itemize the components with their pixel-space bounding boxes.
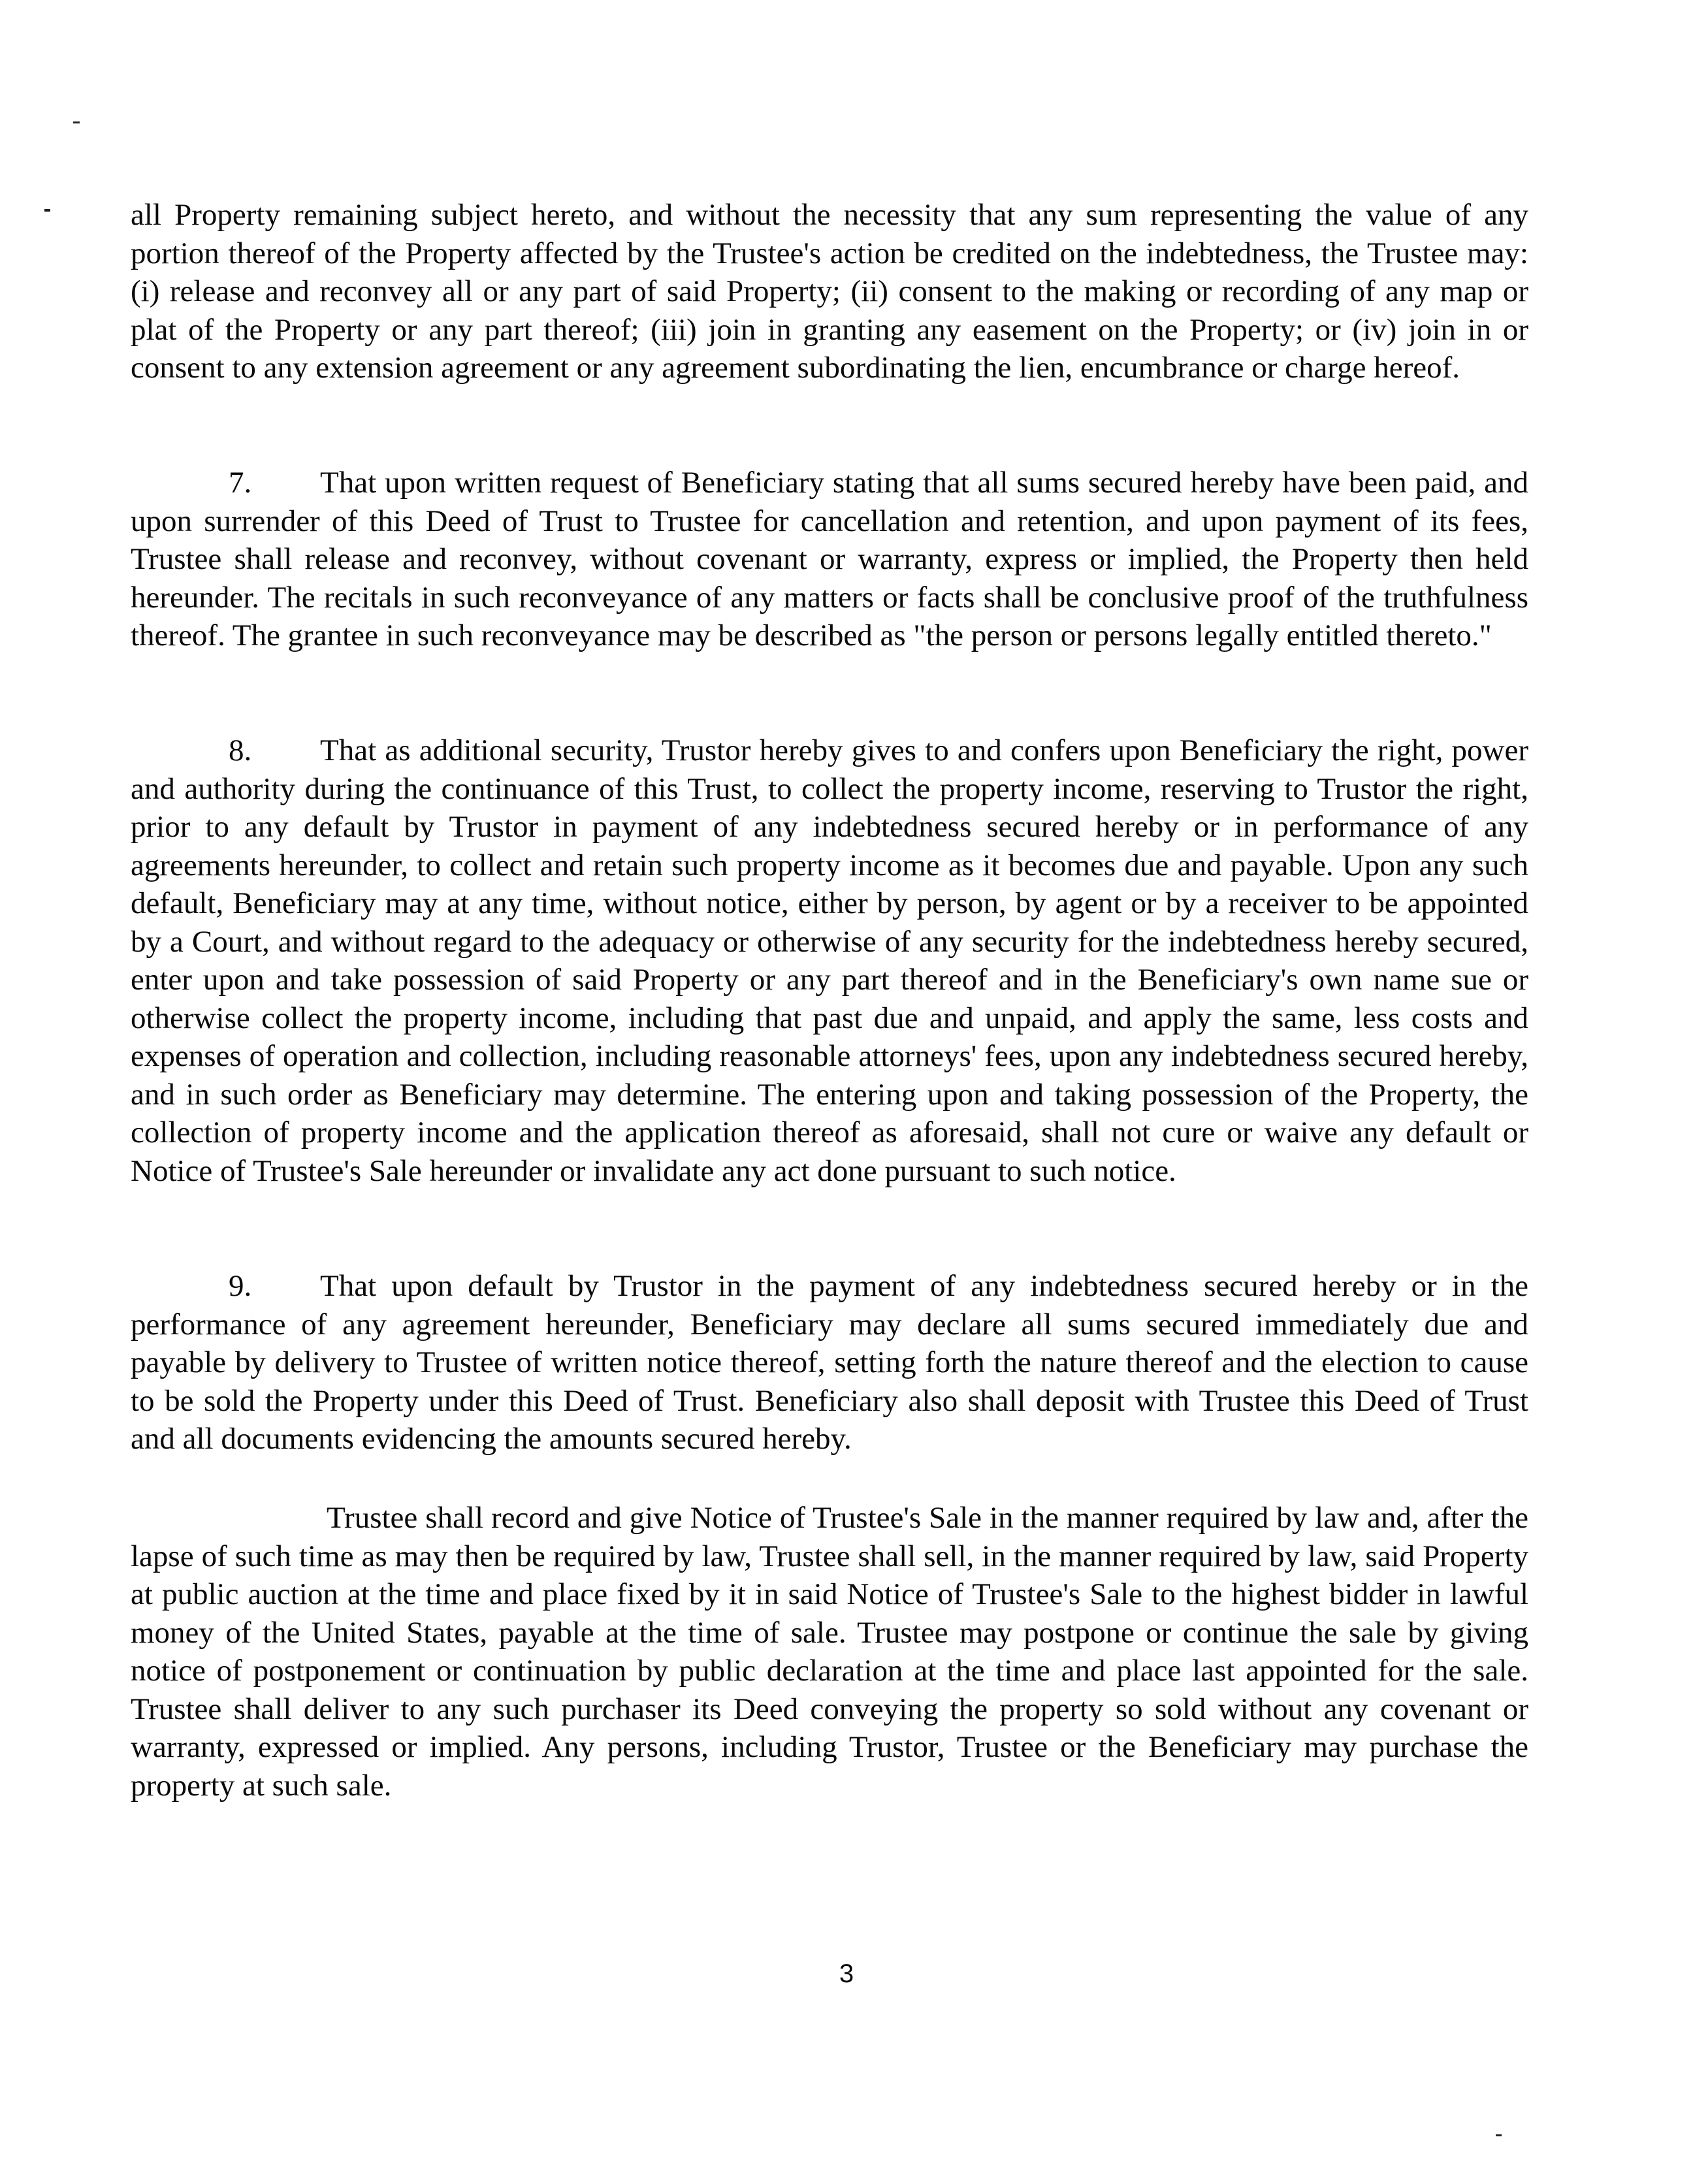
paragraph-number: 9.	[229, 1269, 252, 1303]
paragraph-text: That as additional security, Trustor hereby gives to and confers upon Beneficiary the right, power and authority during the continuance of this Trust, to collect the property income, reserving to Trustor the right, prior to any default by Trustor in payment of any indebtedness secured hereby or in performance of any agreements hereunder, to collect and retain such property income as it becomes due and payable. Upon any such default, Beneficiary may at any time, without notice, either by person, by agent or by a receiver to be appointed by a Court, and without regard to the adequacy or otherwise of any security for the indebtedness hereby secured, enter upon and take possession of said Property or any part thereof and in the Beneficiary's own name sue or otherwise collect the property income, including that past due and unpaid, and apply the same, less costs and expenses of operation and collection, including reasonable attorneys' fees, upon any indebtedness secured hereby, and in such order as Beneficiary may determine. The entering upon and taking possession of the Property, the collection of property income and the application thereof as aforesaid, shall not cure or waive any default or Notice of Trustee's Sale hereunder or invalidate any act done pursuant to such notice.	[131, 733, 1528, 1188]
scan-speck	[44, 209, 50, 212]
paragraph-9	[131, 1267, 1528, 1458]
paragraph-text: That upon default by Trustor in the payment of any indebtedness secured hereby or in the performance of any agreement hereunder, Beneficiary may declare all sums secured immediately due and payable by delivery to Trustee of written notice thereof, setting forth the nature thereof and the election to cause to be sold the Property under this Deed of Trust. Beneficiary also shall deposit with Trustee this Deed of Trust and all documents evidencing the amounts secured hereby.	[131, 1269, 1528, 1456]
paragraph-continued: all Property remaining subject hereto, and without the necessity that any sum representing the value of any portion thereof of the Property affected by the Trustee's action be credited on the indebtedness, the Trustee may: (i) release and reconvey all or any part of said Property; (ii) consent to the making or recording of any map or plat of the Property or any part thereof; (iii) join in granting any easement on the Property; or (iv) join in or consent to any extension agreement or any agreement subordinating the lien, encumbrance or charge hereof.	[131, 198, 1528, 385]
scan-speck	[1496, 2134, 1502, 2136]
paragraph-number: 7.	[229, 466, 252, 500]
paragraph-trustee-sale: Trustee shall record and give Notice of Trustee's Sale in the manner required by law and, after the lapse of such time as may then be required by law, Trustee shall sell, in the manner required by law, said Property at public auction at the time and place fixed by it in said Notice of Trustee's Sale to the highest bidder in lawful money of the United States, payable at the time of sale. Trustee may postpone or continue the sale by giving notice of postponement or continuation by public declaration at the time and place last appointed for the sale. Trustee shall deliver to any such purchaser its Deed conveying the property so sold without any covenant or warranty, expressed or implied. Any persons, including Trustor, Trustee or the Beneficiary may purchase the property at such sale.	[131, 1501, 1528, 1803]
paragraph-text: That upon written request of Beneficiary stating that all sums secured hereby have been paid, and upon surrender of this Deed of Trust to Trustee for cancellation and retention, and upon payment of its fees, Trustee shall release and reconvey, without covenant or warranty, express or implied, the Property then held hereunder. The recitals in such reconveyance of any matters or facts shall be conclusive proof of the truthfulness thereof. The grantee in such reconveyance may be described as "the person or persons legally entitled thereto."	[131, 466, 1528, 652]
page-number: 3	[839, 1959, 854, 1988]
paragraph-number: 8.	[229, 733, 252, 767]
paragraph-8	[131, 731, 1528, 1190]
scan-speck	[73, 121, 80, 123]
paragraph-7	[131, 464, 1528, 655]
